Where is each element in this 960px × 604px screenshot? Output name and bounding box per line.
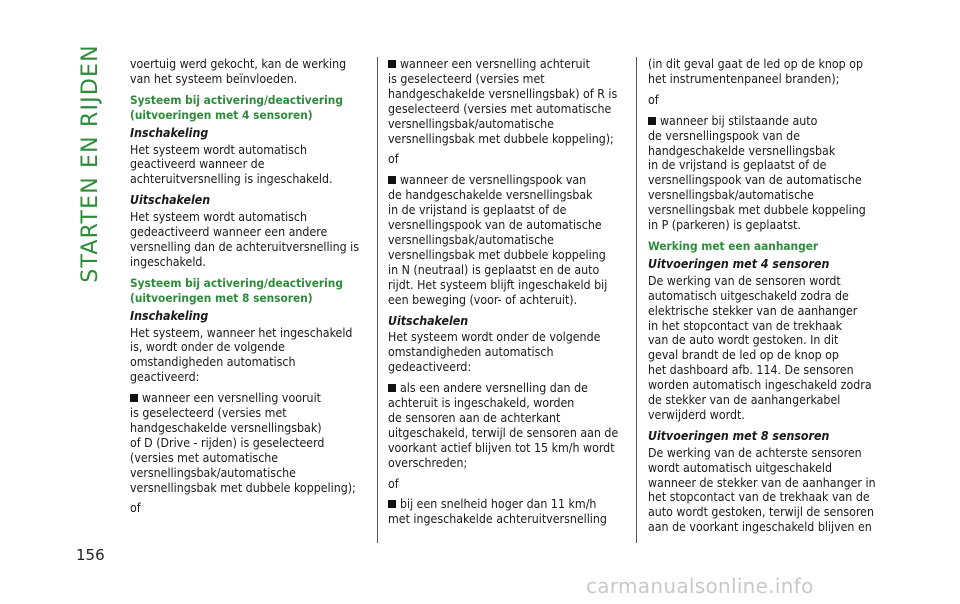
- bullet-item: [388, 173, 622, 307]
- text-column-2: [388, 57, 622, 533]
- paragraph: Het systeem wordt automatisch geactiveerd wanneer de achteruitversnelling is ingeschakeld.: [130, 142, 333, 187]
- bullet-text: wanneer een versnelling vooruit is geselecteerd (versies met handgeschakelde versnellingsbak) of D (Drive - rijden) is geselecteerd (versies met automatische versnellingsbak/automatische versnellingsbak met dubbele koppeling);: [130, 391, 356, 495]
- section-heading: Systeem bij activering/deactivering (uitvoeringen met 8 sensoren): [130, 275, 343, 305]
- bullet-square-icon: [388, 176, 396, 184]
- bullet-text: als een andere versnelling dan de achteruit is ingeschakeld, worden de sensoren aan de achterkant uitgeschakeld, terwijl de sensoren aan de voorkant actief blijven tot 15 km/h wordt overschreden;: [388, 381, 619, 470]
- bullet-text: wanneer de versnellingspook van de handgeschakelde versnellingsbak in de vrijstand is geplaatst of de versnellingspook van de automatische versnellingsbak/automatische versnellingsbak met dubbele koppeling in N (neutraal) is geplaatst en de auto rijdt. Het systeem blijft ingeschakeld bij een beweging (voor- of achteruit).: [388, 173, 608, 307]
- subheading: Uitschakelen: [388, 313, 469, 328]
- bullet-square-icon: [388, 60, 396, 68]
- bullet-item: [388, 57, 622, 146]
- paragraph: Het systeem wordt onder de volgende omstandigheden automatisch gedeactiveerd:: [388, 330, 601, 375]
- bullet-item: [388, 497, 622, 527]
- text-column-3: [648, 57, 882, 541]
- subheading: Inschakeling: [130, 125, 209, 140]
- paragraph: De werking van de sensoren wordt automatisch uitgeschakeld zodra de elektrische stekker van de aanhanger in het stopcontact van de trekhaak van de auto wordt gestoken. In dit geval brandt de led op de knop op het dashboard afb. 114. De sensoren worden automatisch ingeschakeld zodra de stekker van de aanhangerkabel verwijderd wordt.: [648, 273, 872, 422]
- bullet-square-icon: [388, 384, 396, 392]
- bullet-text: wanneer een versnelling achteruit is geselecteerd (versies met handgeschakelde versnellingsbak) of R is geselecteerd (versies met automatische versnellingsbak/automatische versnellingsbak met dubbele koppeling);: [388, 57, 618, 146]
- watermark: carmanualsonline.info: [586, 574, 814, 598]
- bullet-square-icon: [388, 500, 396, 508]
- bullet-square-icon: [648, 117, 656, 125]
- paragraph: De werking van de achterste sensoren wordt automatisch uitgeschakeld wanneer de stekker van de aanhanger in het stopcontact van de trekhaak van de auto wordt gestoken, terwijl de sensoren aan de voorkant ingeschakeld blijven en: [648, 445, 876, 535]
- section-heading: Werking met een aanhanger: [648, 238, 819, 253]
- page-number: 156: [76, 546, 105, 564]
- column-divider: [636, 57, 637, 543]
- text-column-1: [130, 57, 364, 522]
- section-title: [66, 43, 114, 283]
- section-heading: Systeem bij activering/deactivering (uitvoeringen met 4 sensoren): [130, 92, 343, 122]
- conjunction: of: [130, 501, 141, 516]
- paragraph: Het systeem, wanneer het ingeschakeld is, wordt onder de volgende omstandigheden automatisch geactiveerd:: [130, 325, 353, 385]
- bullet-item: [130, 391, 364, 495]
- subheading: Uitvoeringen met 4 sensoren: [648, 256, 830, 271]
- bullet-text: bij een snelheid hoger dan 11 km/h met ingeschakelde achteruitversnelling: [388, 497, 607, 527]
- bullet-item: [648, 114, 882, 233]
- bullet-square-icon: [130, 394, 138, 402]
- subheading: Uitvoeringen met 8 sensoren: [648, 428, 830, 443]
- column-divider: [377, 57, 378, 543]
- section-title-text: STARTEN EN RIJDEN: [77, 43, 103, 283]
- subheading: Uitschakelen: [130, 193, 211, 208]
- conjunction: of: [388, 476, 399, 491]
- subheading: Inschakeling: [130, 308, 209, 323]
- conjunction: of: [648, 92, 659, 107]
- bullet-text: wanneer bij stilstaande auto de versnellingspook van de handgeschakelde versnellingsbak in de vrijstand is geplaatst of de versnellingspook van de automatische versnellingsbak/automatische versnellingsbak met dubbele koppeling in P (parkeren) is geplaatst.: [648, 113, 866, 233]
- conjunction: of: [388, 152, 399, 167]
- paragraph: voertuig werd gekocht, kan de werking van het systeem beïnvloeden.: [130, 57, 347, 86]
- bullet-item: [388, 381, 622, 470]
- paragraph: Het systeem wordt automatisch gedeactiveerd wanneer een andere versnelling dan de achteruitversnelling is ingeschakeld.: [130, 210, 360, 269]
- paragraph: (in dit geval gaat de led op de knop op het instrumentenpaneel branden);: [648, 57, 863, 86]
